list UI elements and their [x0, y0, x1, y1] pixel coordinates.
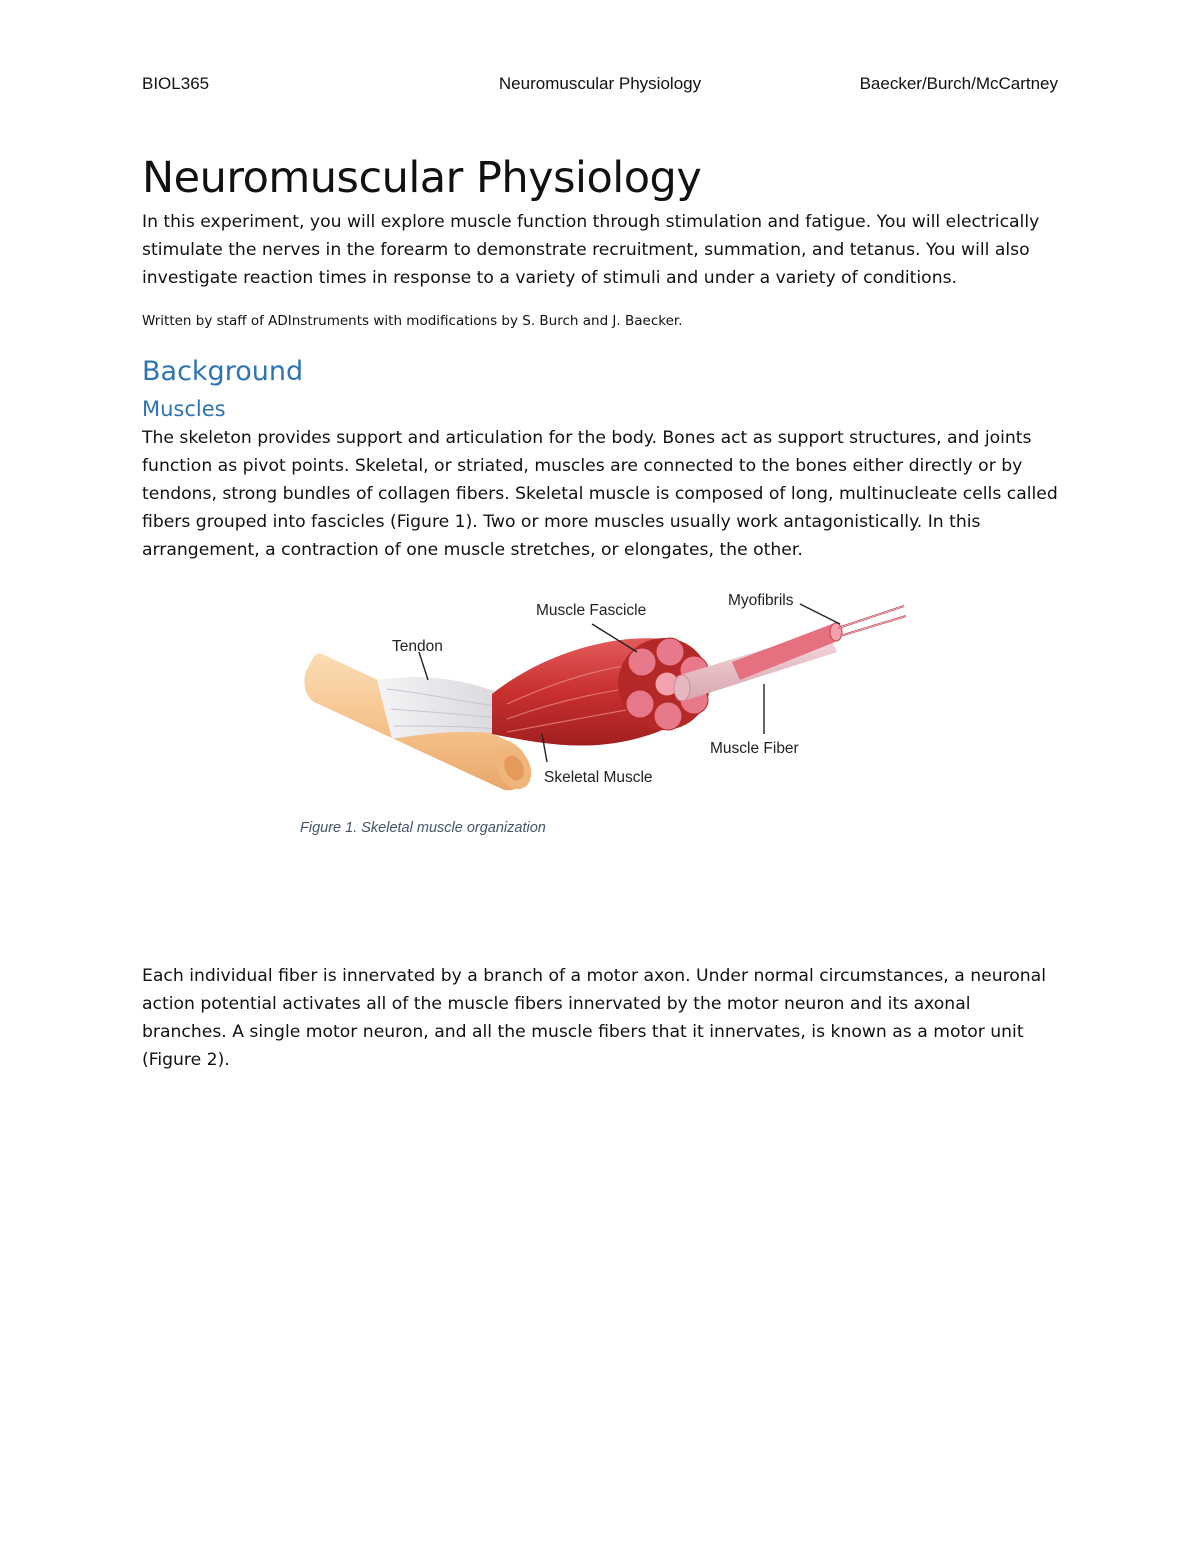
label-tendon: Tendon	[392, 638, 443, 655]
motor-unit-paragraph: Each individual fiber is innervated by a branch of a motor axon. Under normal circumstances, a neuronal action potential activates all of the muscle fibers innervated by the motor neuron and its axonal branches. A single motor neuron, and all the muscle fibers that it innervates, is known as a motor unit (Figure 2).	[142, 966, 1046, 1070]
label-myofibrils: Myofibrils	[728, 592, 794, 609]
figure-skeletal-muscle	[142, 584, 1058, 884]
figure-caption: Figure 1. Skeletal muscle organization	[300, 820, 546, 836]
header-authors: Baecker/Burch/McCartney	[859, 74, 1058, 93]
credit-line: Written by staff of ADInstruments with modifications by S. Burch and J. Baecker.	[142, 313, 683, 329]
subsection-heading-muscles: Muscles	[142, 397, 226, 421]
section-heading-background: Background	[142, 356, 304, 387]
header-topic: Neuromuscular Physiology	[498, 74, 702, 93]
document-body	[142, 150, 1058, 1074]
header-course: BIOL365	[142, 74, 210, 93]
myofibril-bundle-shape	[732, 606, 906, 680]
muscles-paragraph: The skeleton provides support and articulation for the body. Bones act as support structures, and joints function as pivot points. Skeletal, or striated, muscles are connected to the bones either directly or by tendons, strong bundles of collagen fibers. Skeletal muscle is composed of long, multinucleate cells called fibers grouped into fascicles (Figure 1). Two or more muscles usually work antagonistically. In this arrangement, a contraction of one muscle stretches, or elongates, the other.	[142, 428, 1058, 560]
label-muscle-fiber: Muscle Fiber	[710, 740, 799, 757]
page-header	[142, 74, 1058, 98]
tendon-shape	[377, 677, 502, 739]
intro-paragraph: In this experiment, you will explore muscle function through stimulation and fatigue. You will electrically stimulate the nerves in the forearm to demonstrate recruitment, summation, and tetanus. You will also investigate reaction times in response to a variety of stimuli and under a variety of conditions.	[142, 212, 1040, 288]
document-title: Neuromuscular Physiology	[142, 153, 702, 203]
label-muscle-fascicle: Muscle Fascicle	[536, 602, 647, 619]
label-skeletal-muscle: Skeletal Muscle	[544, 769, 653, 786]
